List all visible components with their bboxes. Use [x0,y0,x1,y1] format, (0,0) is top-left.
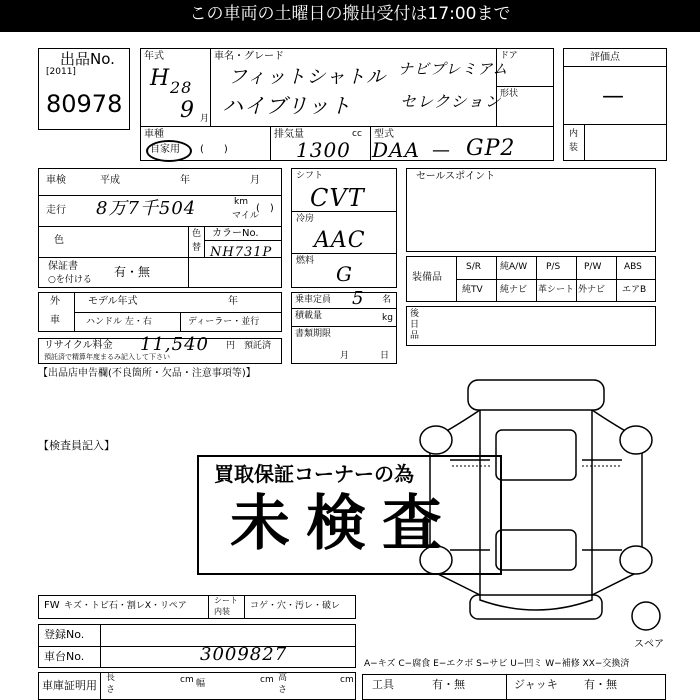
fw-label: FW [44,600,60,611]
model-label: 型式 [374,129,394,140]
tools-options: 有・無 [432,678,465,691]
aircon-label: 冷房 [296,214,315,224]
fuel-label: 燃料 [296,256,315,266]
rating-value: — [602,84,624,109]
equip-abs: ABS [624,262,642,272]
cert-height-2: さ [278,685,288,695]
equip-navi: 純ナビ [500,285,528,295]
warranty-options: 有・無 [114,265,151,279]
shaken-month: 月 [250,175,260,186]
sales-point-label: セールスポイント [416,171,496,182]
cert-height-1: 高 [278,673,288,683]
foreign-model-year: モデル年式 [88,296,138,307]
equip-tv: 純TV [462,285,483,295]
foreign-nen: 年 [228,296,238,307]
jack-label: ジャッキ [514,678,558,691]
recycle-deposit: 預託済 [244,341,272,351]
load-unit: kg [382,313,393,323]
shape-label: 形状 [500,89,519,99]
equip-ext-navi: 外ナビ [578,285,606,295]
jack-options: 有・無 [584,678,617,691]
usage-value: 自家用 [150,144,180,155]
equipment-label: 装備品 [412,272,442,283]
name-label: 車名・グレード [214,51,284,62]
load-label: 積載量 [295,311,323,321]
model-code: GP2 [466,136,516,161]
recycle-value: 11,540 [140,334,209,355]
mileage-value: 8万7千504 [96,198,197,219]
mileage-paren: ( ) [256,203,274,214]
aircon-value: AAC [314,228,366,253]
chassis-value: 3009827 [200,644,288,665]
rear-label-2: 日 [410,320,420,330]
colorno-value: NH731P [210,245,273,260]
month-label: 月 [200,114,210,124]
cert-label: 車庫証明用 [42,679,97,692]
equip-ps: P/S [546,262,561,272]
cert-cm-2: cm [260,675,274,685]
foreign-handle: ハンドル 左・右 [86,317,152,327]
mileage-km: km [234,197,248,207]
cert-width: 幅 [196,679,206,689]
model-prefix: DAA [372,138,420,162]
color-iro-2: 替 [192,243,202,253]
sheet-label-2: 内装 [214,607,230,616]
foreign-dealer: ディーラー・並行 [188,317,260,327]
lot-year: [2011] [46,67,76,77]
lot-title: 出品No. [60,50,115,68]
rear-box [406,306,656,346]
car-name-2: ハイブリット [222,94,352,118]
fw-items: キズ・トビ石・割レX・リペア [64,601,187,611]
stamp-line-2: 未検査 [230,489,458,559]
tools-label: 工具 [372,678,394,691]
capacity-label: 乗車定員 [295,295,332,305]
recycle-label: リサイクル料金 [44,340,113,351]
month-value: 9 [180,98,195,123]
rating-label: 評価点 [590,52,620,63]
lot-number: 80978 [46,90,123,118]
interior-label-2: 装 [569,143,579,153]
usage-paren: ( ) [200,144,228,155]
shaken-label: 車検 [46,175,66,186]
usage-label: 車種 [144,129,164,140]
cc-value: 1300 [296,138,351,162]
foreign-sha: 車 [50,315,60,326]
year-value: 28 [170,78,193,97]
shaken-year: 年 [180,175,190,186]
interior-label-1: 内 [569,129,579,139]
cert-cm-3: cm [340,675,354,685]
capacity-value: 5 [352,288,365,309]
color-label: 色 [54,235,64,246]
equip-sr: S/R [466,262,481,272]
docs-month: 月 [340,351,350,361]
equip-airbag: エアB [622,285,647,295]
exhibitor-note: 【出品店申告欄(不良箇所・欠品・注意事項等)】 [38,368,256,379]
car-grade-2: セレクション [400,92,502,111]
cert-len-2: さ [106,685,116,695]
inspector-label: 【検査員記入】 [38,439,115,452]
warranty-sub: ○を付ける [48,275,92,285]
cc-unit: cc [352,129,362,139]
banner-text: この車両の土曜日の搬出受付は17:00まで [189,4,511,24]
colorno-label: カラーNo. [212,228,259,239]
door-label: ドア [500,51,518,61]
shift-value: CVT [310,184,365,212]
sheet-label-1: シート [214,596,238,605]
capacity-unit: 名 [382,295,392,305]
rear-label-1: 後 [410,309,420,319]
usage-circle [146,140,192,162]
sheet-items: コゲ・穴・汚レ・破レ [250,601,341,611]
cert-cm-1: cm [180,675,194,685]
chassis-label: 車台No. [44,650,85,663]
recycle-yen: 円 [226,341,236,351]
equip-aw: 純A/W [500,262,528,272]
docs-day: 日 [380,351,390,361]
recycle-note: 預託済で精算年度まるみ記入して下さい [44,353,170,361]
docs-label: 書類期限 [295,329,332,339]
shift-label: シフト [296,171,324,181]
nenshiki-label: 年式 [144,51,164,62]
mileage-label: 走行 [46,205,66,216]
spare-label: スペア [634,639,664,650]
registration-label: 登録No. [44,628,85,641]
stamp-line-1: 買取保証コーナーの為 [214,462,414,486]
cert-len-1: 長 [106,673,116,683]
equip-pw: P/W [584,262,602,272]
car-name: フィットシャトル [228,66,387,88]
equip-leather: 革シート [538,285,575,295]
cc-label: 排気量 [274,129,304,140]
rear-label-3: 品 [410,331,420,341]
shaken-era: 平成 [100,175,120,186]
damage-legend: A−キズ C−腐食 E−エクボ S−サビ U−凹ミ W−補修 XX−交換済 [364,659,630,669]
fuel-value: G [336,262,353,286]
car-grade-1: ナビプレミアム [398,60,509,78]
warranty-label: 保証書 [48,261,78,272]
color-iro-1: 色 [192,229,202,239]
mileage-mile: マイル [232,211,259,221]
foreign-gai: 外 [50,296,60,307]
era-value: H [150,66,171,91]
